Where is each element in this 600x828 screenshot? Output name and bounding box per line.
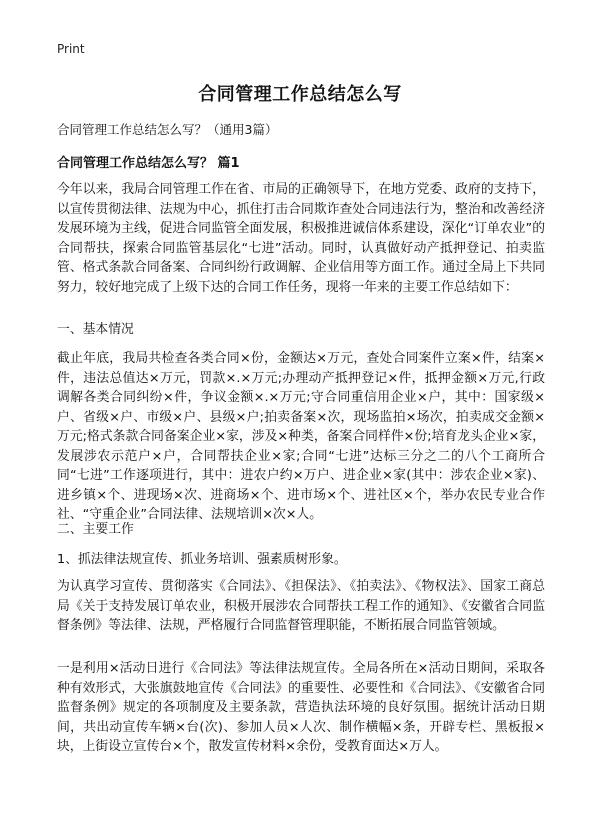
intro-paragraph: 今年以来，我局合同管理工作在省、市局的正确领导下，在地方党委、政府的支持下，以宣传贯彻法律、法规为中心，抓住打击合同欺诈查处合同违法行为，整治和改善经济发展环境为主线，促进合同监管全面发展，积极推进诚信体系建设，深化“订单农业”的合同帮扶，探索合同监管基层化“七进”活动。同时，认真做好动产抵押登记、拍卖监管、格式条款合同备案、合同纠纷行政调解、企业信用等方面工作。通过全局上下共同努力，较好地完成了上级下达的合同工作任务，现将一年来的主要工作总结如下： (57, 182, 545, 295)
print-link[interactable]: Print (57, 42, 85, 56)
study-paragraph: 为认真学习宣传、贯彻落实《合同法》、《担保法》、《拍卖法》、《物权法》、国家工商总局《关于支持发展订单农业，积极开展涉农合同帮扶工程工作的通知》、《安徽省合同监督条例》等法律、法规，严格履行合同监督管理职能，不断拓展合同监管领域。 (57, 579, 545, 633)
heading-main-work: 二、主要工作 (57, 522, 134, 537)
page-title: 合同管理工作总结怎么写 (198, 84, 402, 105)
heading-item-1: 1、抓法律法规宣传、抓业务培训、强素质树形象。 (57, 552, 347, 567)
publicity-paragraph: 一是利用×活动日进行《合同法》等法律法规宣传。全局各所在×活动日期间，采取各种有效形式，大张旗鼓地宣传《合同法》的重要性、必要性和《合同法》、《安徽省合同监督条例》规定的各项制度及主要条款，营造执法环境的良好氛围。据统计活动日期间，共出动宣传车辆×台(次)、参加人员×人次、制作横幅×条，开辟专栏、黑板报×块，上街设立宣传台×个，散发宣传材料×余份，受教育面达×万人。 (57, 661, 545, 754)
heading-basic-situation: 一、基本情况 (57, 322, 134, 337)
basic-situation-paragraph: 截止年底，我局共检查各类合同×份，金额达×万元，查处合同案件立案×件，结案×件，违法总值达×万元，罚款×.×万元;办理动产抵押登记×件，抵押金额×万元,行政调解各类合同纠纷×件，争议金额×.×万元;守合同重信用企业×户，其中：国家级×户、省级×户、市级×户、县级×户;拍卖备案×次，现场监拍×场次，拍卖成交金额×万元;格式条款合同备案企业×家，涉及×种类，备案合同样件×份;培育龙头企业×家，发展涉农示范户×户，合同帮扶企业×家;合同“七进”达标三分之二的八个工商所合同“七进”工作逐项进行，其中：进农户约×万户、进企业×家(其中：涉农企业×家)、进乡镇×个、进现场×次、进商场×个、进市场×个、进社区×个，举办农民专业合作社、“守重企业”合同法律、法规培训×次×人。 (57, 351, 545, 522)
section-heading: 合同管理工作总结怎么写？ 篇1 (57, 156, 240, 171)
document-subtitle: 合同管理工作总结怎么写？（通用3篇） (57, 122, 278, 137)
